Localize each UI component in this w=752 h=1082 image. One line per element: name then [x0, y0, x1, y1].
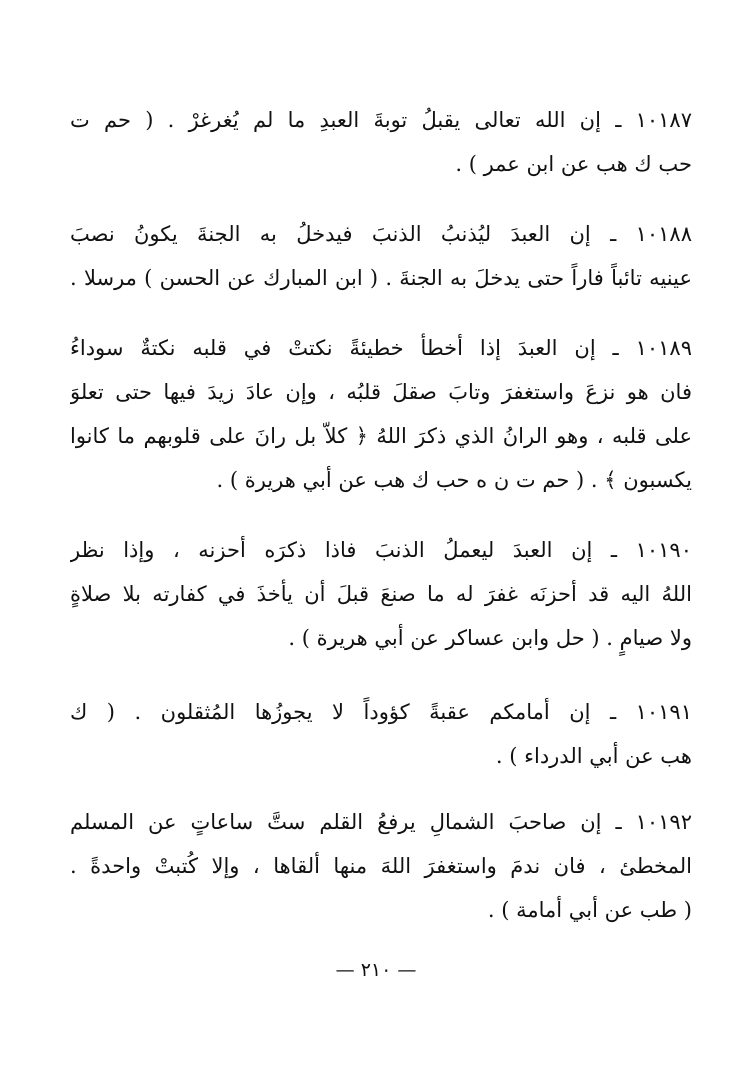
hadith-entry-10187	[70, 98, 692, 186]
hadith-entry-10188	[70, 212, 692, 300]
entry-line: ١٠١٩٢ ـ إن صاحبَ الشمالِ يرفعُ القلم ستَّ ساعاتٍ عن المسلم	[70, 810, 692, 834]
entry-line: حب ك هب عن ابن عمر ) .	[455, 152, 692, 176]
entry-line: المخطئ ، فان ندمَ واستغفرَ اللهَ منها ألقاها ، وإلا كُتبتْ واحدةً .	[70, 854, 692, 878]
entry-line: ١٠١٨٧ ـ إن الله تعالى يقبلُ توبةَ العبدِ ما لم يُغرغرْ . ( حم ت	[70, 108, 692, 132]
entry-line: ١٠١٨٩ ـ إن العبدَ إذا أخطأ خطيئةً نكتتْ في قلبه نكتةٌ سوداءُ	[70, 336, 692, 360]
entry-line: اللهُ اليه قد أحزنَه غفرَ له ما صنعَ قبلَ أن يأخذَ في كفارته بلا صلاةٍ	[70, 582, 692, 606]
entry-line: ولا صيامٍ . ( حل وابن عساكر عن أبي هريرة ) .	[288, 626, 692, 650]
entry-line: على قلبه ، وهو الرانُ الذي ذكرَ اللهُ ﴿ كلاّ بل رانَ على قلوبهم ما كانوا	[70, 424, 692, 448]
entry-line: عينيه تائباً فاراً حتى يدخلَ به الجنةَ . ( ابن المبارك عن الحسن ) مرسلا .	[70, 266, 692, 290]
entry-line: ١٠١٨٨ ـ إن العبدَ ليُذنبُ الذنبَ فيدخلُ به الجنةَ يكونُ نصبَ	[70, 222, 692, 246]
entry-line: فان هو نزعَ واستغفرَ وتابَ صقلَ قلبُه ، وإن عادَ زيدَ فيها حتى تعلوَ	[70, 380, 692, 404]
hadith-entry-10189	[70, 326, 692, 502]
hadith-entry-10192	[70, 800, 692, 932]
hadith-entry-10190	[70, 528, 692, 660]
entry-line: يكسبون ﴾ . ( حم ت ن ه حب ك هب عن أبي هريرة ) .	[216, 468, 692, 492]
page-number: — ٢١٠ —	[335, 959, 417, 981]
entry-line: هب عن أبي الدرداء ) .	[495, 744, 692, 768]
entry-line: ١٠١٩١ ـ إن أمامكم عقبةً كؤوداً لا يجوزُها المُثقلون . ( ك	[70, 700, 692, 724]
entry-line: ١٠١٩٠ ـ إن العبدَ ليعملُ الذنبَ فاذا ذكرَه أحزنه ، وإذا نظر	[70, 538, 692, 562]
entry-line: ( طب عن أبي أمامة ) .	[487, 898, 692, 922]
hadith-entry-10191	[70, 690, 692, 778]
